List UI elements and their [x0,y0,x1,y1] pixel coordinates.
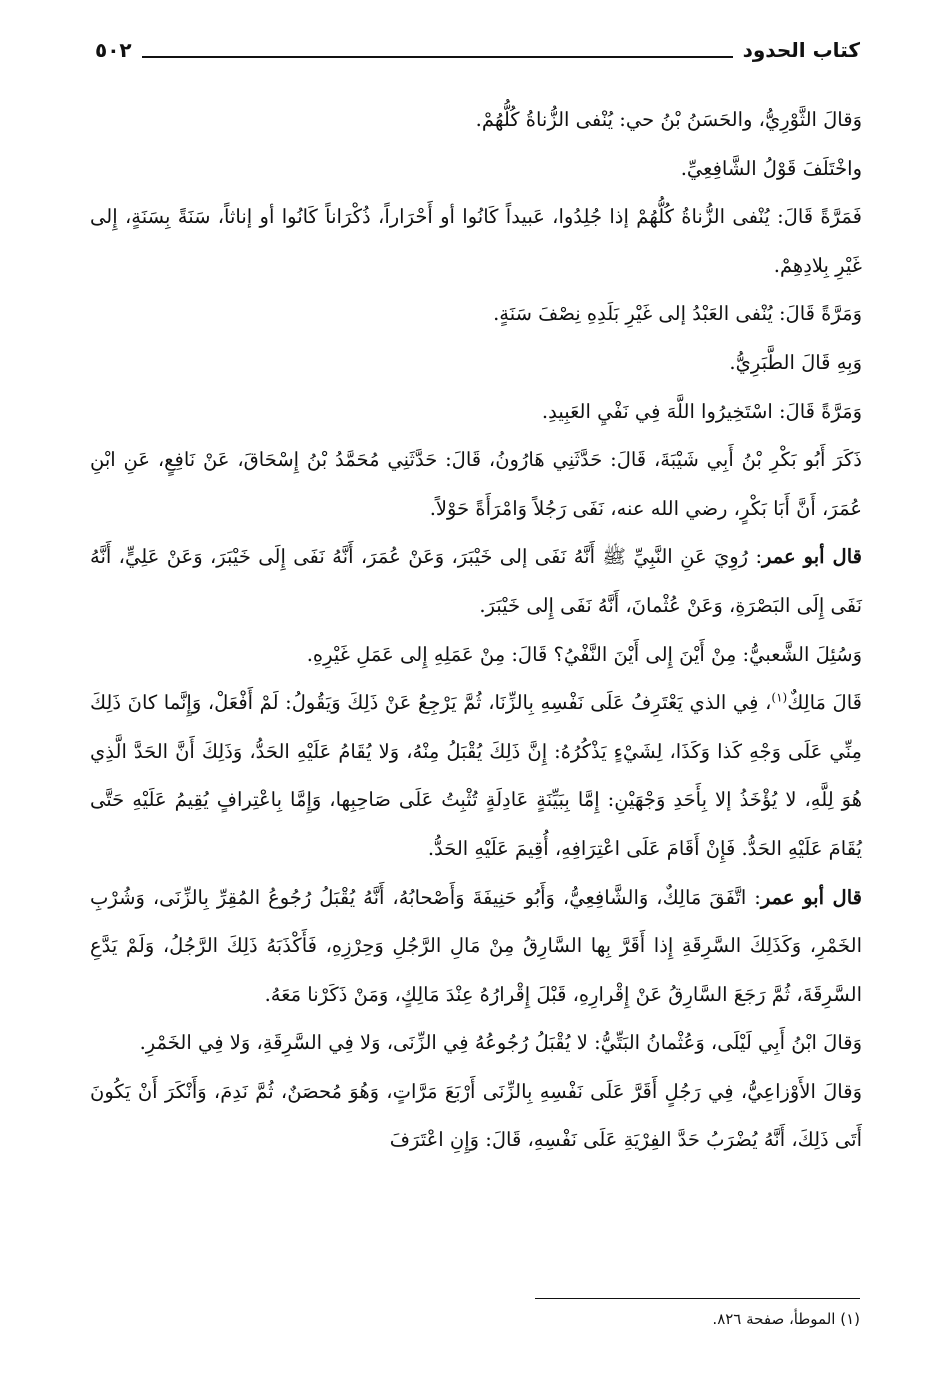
page-number: ٥٠٢ [95,38,132,62]
footnote-divider [535,1298,860,1299]
speaker-label: قال أبو عمر [760,885,862,909]
paragraph-13: وَقالَ الأَوْزاعِيُّ، فِي رَجُلٍ أَقَرَّ عَلَى نَفْسِهِ بِالزِّنَى أَرْبَعَ مَرَّاتٍ، وَهُوَ مُحصَنٌ، ثُمَّ نَدِمَ، وَأَنْكَرَ أَنْ يَكُونَ أَتَى ذَلِكَ، أَنَّهُ يُضْرَبُ حَدَّ الفِرْيَةِ عَلَى نَفْسِهِ، قَالَ: وَإِنِ اعْتَرَفَ [90,1079,862,1152]
paragraph-10-text: ، فِي الذي يَعْتَرِفُ عَلَى نَفْسِهِ بِالزِّنَا، ثُمَّ يَرْجِعُ عَنْ ذَلِكَ وَيَقُولُ: لَمْ أَفْعَلْ، وَإِنَّما كانَ ذَلِكَ مِنِّي عَلَى وَجْهِ كَذا وَكَذَا، لِشَيْءٍ يَذْكُرُهُ: إِنَّ ذَلِكَ يُقْبَلُ مِنْهُ، وَلا يُقَامُ عَلَيْهِ الحَدُّ، وَذَلِكَ أَنَّ الحَدَّ الَّذِي هُوَ لِلَّهِ، لا يُؤْخَذُ إلا بِأَحَدِ وَجْهَيْنِ: إِمَّا بِبَيِّنَةٍ عَادِلَةٍ تُثْبِتُ عَلَى صَاحِبِها، وَإِمَّا بِاعْتِرافٍ يُقِيمُ عَلَيْهِ حَتَّى يُقَامَ عَلَيْهِ الحَدُّ. فَإِنْ أَقَامَ عَلَى اعْتِرَافِهِ، أُقِيمَ عَلَيْهِ الحَدُّ. [90,691,862,860]
running-header [95,28,860,62]
paragraph-3: فَمَرَّةً قَالَ: يُنْفى الزُّناةُ كُلُّهُمْ إذا جُلِدُوا، عَبيداً كَانُوا أو أَحْرَاراً، ذُكْرَاناً كَانُوا أو إناثاً، سَنَةً بِسَنَةٍ، إِلى غَيْرِ بِلادِهِمْ. [90,205,862,277]
paragraph-6: وَمَرَّةً قَالَ: اسْتَخِيرُوا اللَّهَ فِي نَفْيِ العَبِيدِ. [541,399,862,423]
paragraph-11-text: : اتَّفَقَ مَالِكٌ، وَالشَّافِعِيُّ، وَأَبُو حَنِيفَةَ وَأَصْحابُهُ، أَنَّهُ يُقْبَلُ رُجُوعُ المُقِرِّ بِالزِّنَى، وَشُرْبِ الخَمْرِ، وَكَذَلِكَ السَّرِقَةِ إِذا أَقَرَّ بِها السَّارِقُ مِنْ مَالِ الرَّجُلِ وَحِرْزِهِ، فَأَكْذَبَهُ ذَلِكَ الرَّجُلُ، وَلَمْ يَدَّعِ السَّرِقَةَ، ثُمَّ رَجَعَ السَّارِقُ عَنْ إِقْرارِهِ، قَبْلَ إِقْرارُهُ عِنْدَ مَالِكٍ، وَمَنْ ذَكَرْنا مَعَهُ. [90,885,862,1006]
paragraph-2: واخْتَلَفَ قَوْلُ الشَّافِعِيِّ. [680,156,862,180]
footnote: (١) الموطأ، صفحة ٨٢٦. [712,1310,860,1328]
paragraph-5: وَبِهِ قَالَ الطَّبَرِيُّ. [729,350,862,374]
paragraph-10 [90,679,862,873]
paragraph-9: وَسُئِلَ الشَّعبيُّ: مِنْ أَيْنَ إِلى أَيْنَ النَّفْيُ؟ قَالَ: مِنْ عَمَلِهِ إِلى عَمَلِ غَيْرِهِ. [306,642,862,666]
paragraph-1: وَقالَ الثَّوْرِيُّ، والحَسَنُ بْنُ حي: يُنْفى الزُّناةُ كُلُّهُمْ. [475,108,862,131]
paragraph-12: وَقالَ ابْنُ أَبِي لَيْلَى، وَعُثْمانُ البَتِّيُّ: لا يُقْبَلُ رُجُوعُهُ فِي الزِّنَى، وَلا فِي السَّرِقَةِ، وَلا فِي الخَمْرِ. [139,1031,862,1055]
footnote-ref[interactable]: (١) [771,690,788,705]
header-rule [142,56,733,58]
speaker-label: قال أبو عمر [762,545,862,569]
paragraph-7: ذَكَرَ أَبُو بَكْرِ بْنُ أَبِي شَيْبَةَ، قَالَ: حَدَّثَنِي هَارُونُ، قَالَ: حَدَّثَنِي مُحَمَّدُ بْنُ إِسْحَاقَ، عَنْ نَافِعٍ، عَنِ ابْنِ عُمَرَ، أَنَّ أَبَا بَكْرٍ، رضي الله عنه، نَفَى رَجُلاً وَامْرَأَةً حَوْلاً. [90,448,862,520]
body-text [90,96,862,1165]
paragraph-8 [90,533,862,630]
paragraph-11 [90,874,862,1020]
paragraph-10-start: قَالَ مَالِكٌ [787,691,862,715]
header-title: كتاب الحدود [742,38,860,62]
paragraph-8-text: : رُوِيَ عَنِ النَّبِيِّ ﷺ أَنَّهُ نَفَى إلى خَيْبَرَ، وَعَنْ عُمَرَ، أَنَّهُ نَفَى إِلَى خَيْبَرَ، وَعَنْ عَلِيٍّ، أَنَّهُ نَفَى إِلَى البَصْرَةِ، وَعَنْ عُثْمانَ، أَنَّهُ نَفَى إِلى خَيْبَرَ. [90,545,862,617]
paragraph-4: وَمَرَّةً قَالَ: يُنْفى العَبْدُ إلى غَيْرِ بَلَدِهِ نِصْفَ سَنَةٍ. [493,302,862,326]
